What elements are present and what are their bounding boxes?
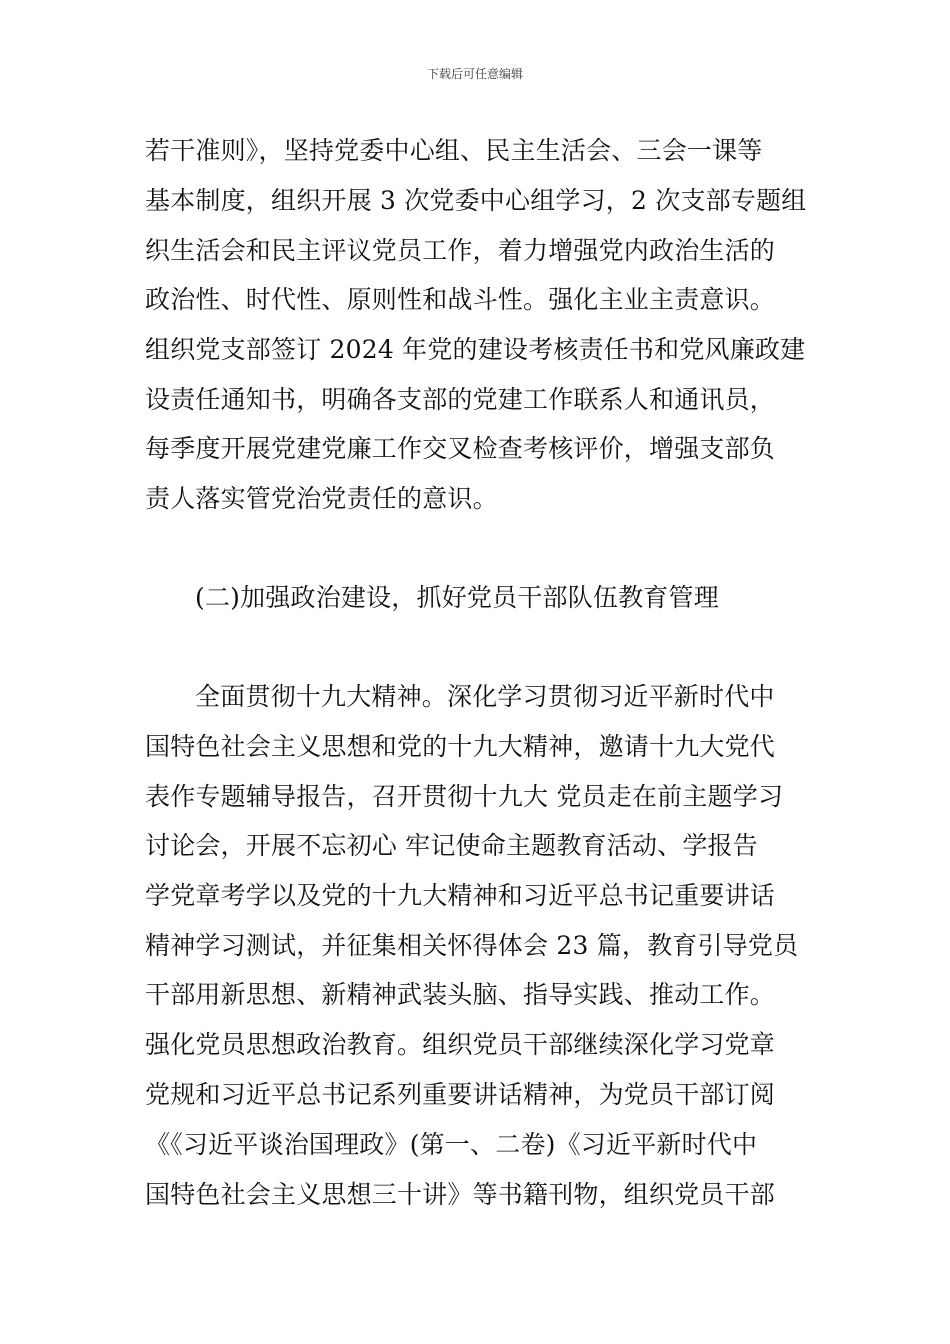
paragraph-2-line-3: 表作专题辅导报告，召开贯彻十九大 党员走在前主题学习 (145, 782, 784, 811)
paragraph-1-line-8: 责人落实管党治党责任的意识。 (145, 484, 498, 513)
paragraph-2-line-10: 《《习近平谈治国理政》(第一、二卷)《习近平新时代中 (145, 1130, 758, 1159)
paragraph-1-line-2: 基本制度，组织开展 3 次党委中心组学习，2 次支部专题组 (145, 186, 807, 215)
paragraph-1-line-4: 政治性、时代性、原则性和战斗性。强化主业主责意识。 (145, 285, 776, 314)
paragraph-1-line-3: 织生活会和民主评议党员工作，着力增强党内政治生活的 (145, 236, 776, 265)
paragraph-2-line-2: 国特色社会主义思想和党的十九大精神，邀请十九大党代 (145, 732, 776, 761)
paragraph-2-line-6: 精神学习测试，并征集相关怀得体会 23 篇，教育引导党员 (145, 931, 799, 960)
paragraph-2-line-11: 国特色社会主义思想三十讲》等书籍刊物，组织党员干部 (145, 1180, 776, 1209)
paragraph-1-line-6: 设责任通知书，明确各支部的党建工作联系人和通讯员， (145, 385, 776, 414)
page-header: 下载后可任意编辑 (426, 67, 523, 81)
paragraph-1-line-7: 每季度开展党建党廉工作交叉检查考核评价，增强支部负 (145, 434, 776, 463)
paragraph-1-line-1: 若干准则》，坚持党委中心组、民主生活会、三会一课等 (145, 136, 763, 165)
paragraph-1-line-5: 组织党支部签订 2024 年党的建设考核责任书和党风廉政建 (145, 335, 806, 364)
paragraph-2-line-8: 强化党员思想政治教育。组织党员干部继续深化学习党章 (145, 1030, 776, 1059)
paragraph-2-line-5: 学党章考学以及党的十九大精神和习近平总书记重要讲话 (145, 881, 776, 910)
section-heading: (二)加强政治建设，抓好党员干部队伍教育管理 (195, 583, 719, 612)
paragraph-2-line-4: 讨论会，开展不忘初心 牢记使命主题教育活动、学报告 (145, 831, 758, 860)
paragraph-2-line-1: 全面贯彻十九大精神。深化学习贯彻习近平新时代中 (195, 682, 775, 711)
paragraph-2-line-7: 干部用新思想、新精神武装头脑、指导实践、推动工作。 (145, 980, 776, 1009)
paragraph-2-line-9: 党规和习近平总书记系列重要讲话精神，为党员干部订阅 (145, 1080, 776, 1109)
